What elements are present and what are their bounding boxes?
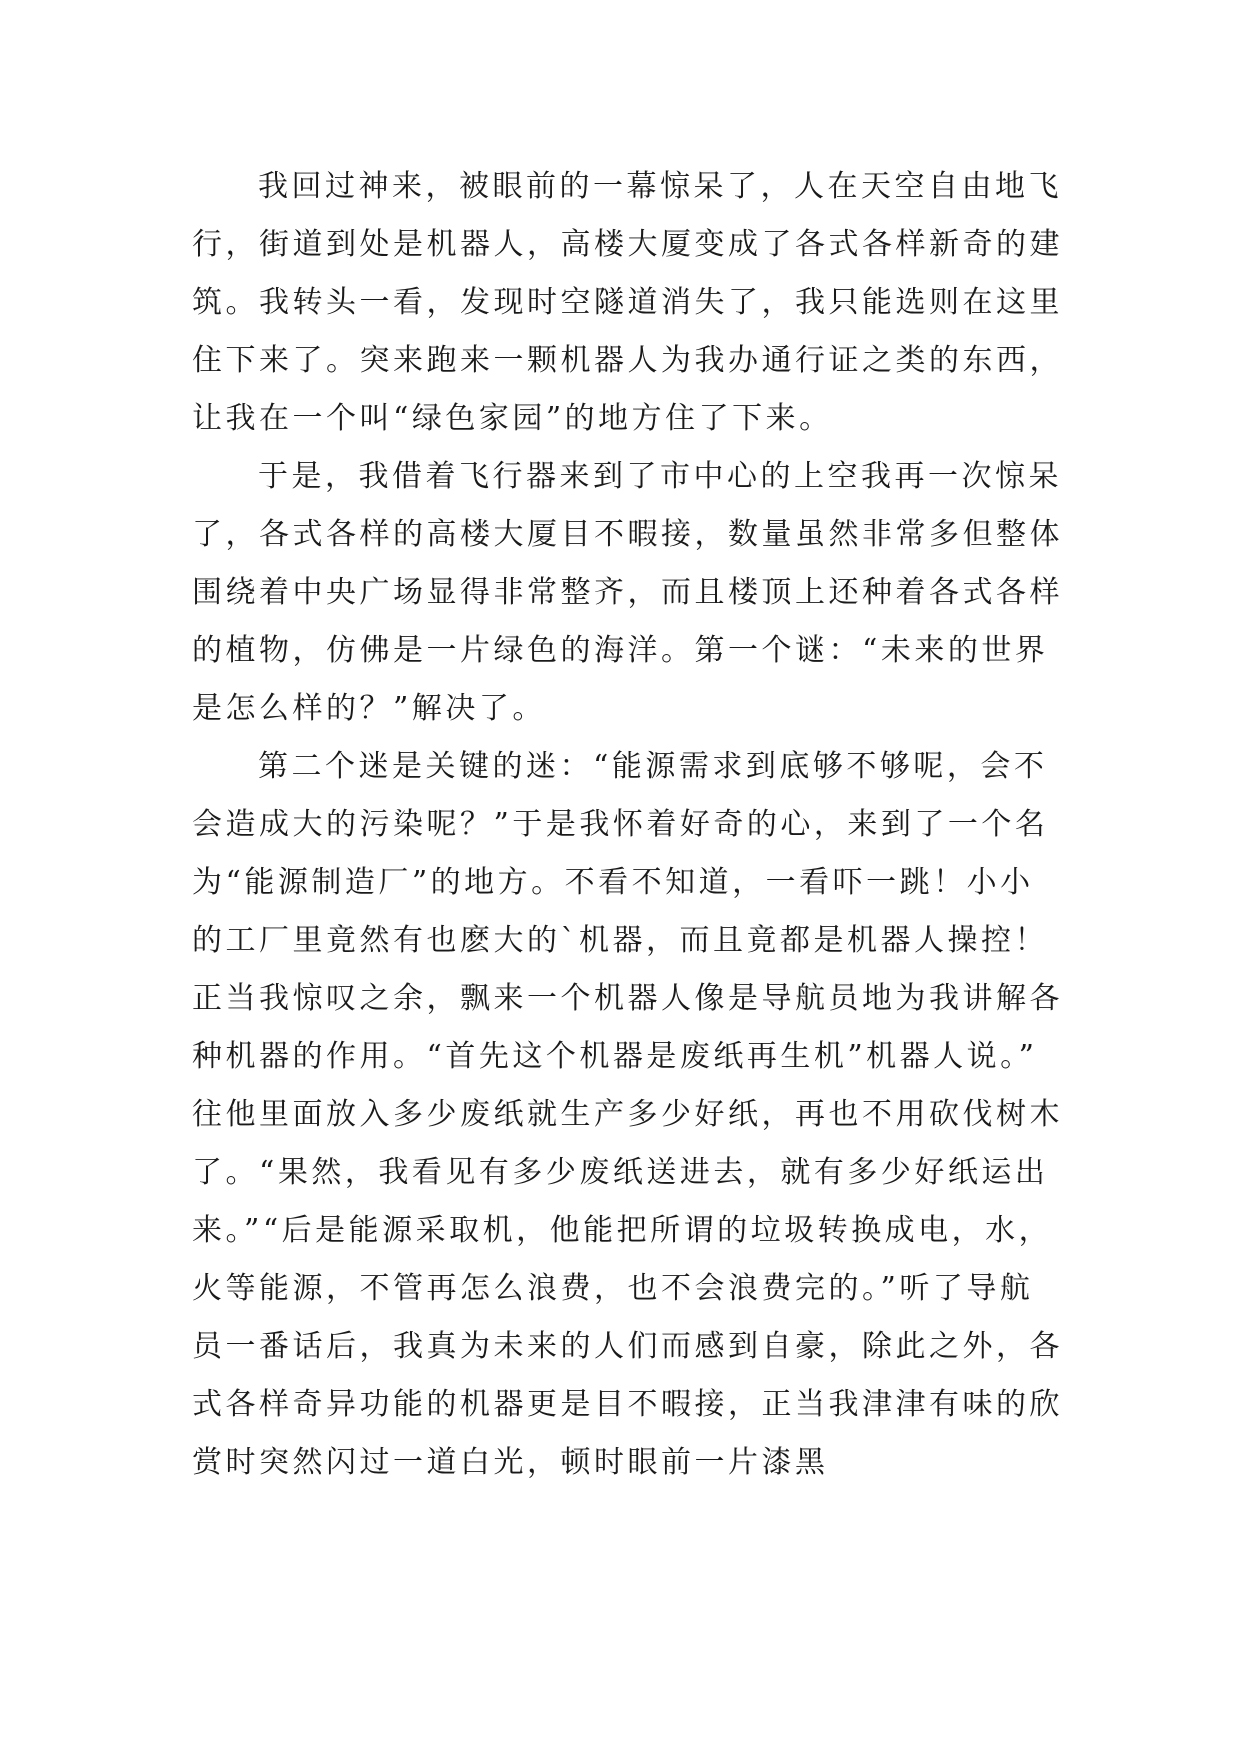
text-line: 是怎么样的？”解决了。	[192, 691, 546, 726]
text-line: 为“能源制造厂”的地方。不看不知道，一看吓一跳！小小	[192, 865, 1034, 900]
text-line: 往他里面放入多少废纸就生产多少好纸，再也不用砍伐树木	[192, 1097, 1063, 1132]
text-line: 赏时突然闪过一道白光，顿时眼前一片漆黑	[192, 1445, 829, 1480]
text-line: 行，街道到处是机器人，高楼大厦变成了各式各样新奇的建	[192, 227, 1063, 262]
text-line: 的工厂里竟然有也麽大的`机器，而且竟都是机器人操控！	[192, 923, 1048, 958]
text-line: 来。”“后是能源采取机，他能把所谓的垃圾转换成电，水，	[192, 1213, 1053, 1248]
text-line: 火等能源，不管再怎么浪费，也不会浪费完的。”听了导航	[192, 1271, 1034, 1306]
text-line: 式各样奇异功能的机器更是目不暇接，正当我津津有味的欣	[192, 1387, 1063, 1422]
essay-body	[192, 158, 1072, 1492]
text-line: 围绕着中央广场显得非常整齐，而且楼顶上还种着各式各样	[192, 575, 1063, 610]
text-line: 于是，我借着飞行器来到了市中心的上空我再一次惊呆	[258, 459, 1062, 494]
text-line: 住下来了。突来跑来一颗机器人为我办通行证之类的东西，	[192, 343, 1063, 378]
text-line: 了。“果然，我看见有多少废纸送进去，就有多少好纸运出	[192, 1155, 1049, 1190]
text-line: 正当我惊叹之余，飘来一个机器人像是导航员地为我讲解各	[192, 981, 1063, 1016]
text-line: 的植物，仿佛是一片绿色的海洋。第一个谜：“未来的世界	[192, 633, 1049, 668]
text-line: 员一番话后，我真为未来的人们而感到自豪，除此之外，各	[192, 1329, 1063, 1364]
text-line: 了，各式各样的高楼大厦目不暇接，数量虽然非常多但整体	[192, 517, 1063, 552]
text-line: 种机器的作用。“首先这个机器是废纸再生机”机器人说。”	[192, 1039, 1038, 1074]
text-line: 筑。我转头一看，发现时空隧道消失了，我只能选则在这里	[192, 285, 1063, 320]
text-line: 会造成大的污染呢？”于是我怀着好奇的心，来到了一个名	[192, 807, 1049, 842]
text-line: 我回过神来，被眼前的一幕惊呆了，人在天空自由地飞	[258, 169, 1062, 204]
text-line: 让我在一个叫“绿色家园”的地方住了下来。	[192, 401, 833, 436]
text-line: 第二个迷是关键的迷：“能源需求到底够不够呢，会不	[258, 749, 1048, 784]
